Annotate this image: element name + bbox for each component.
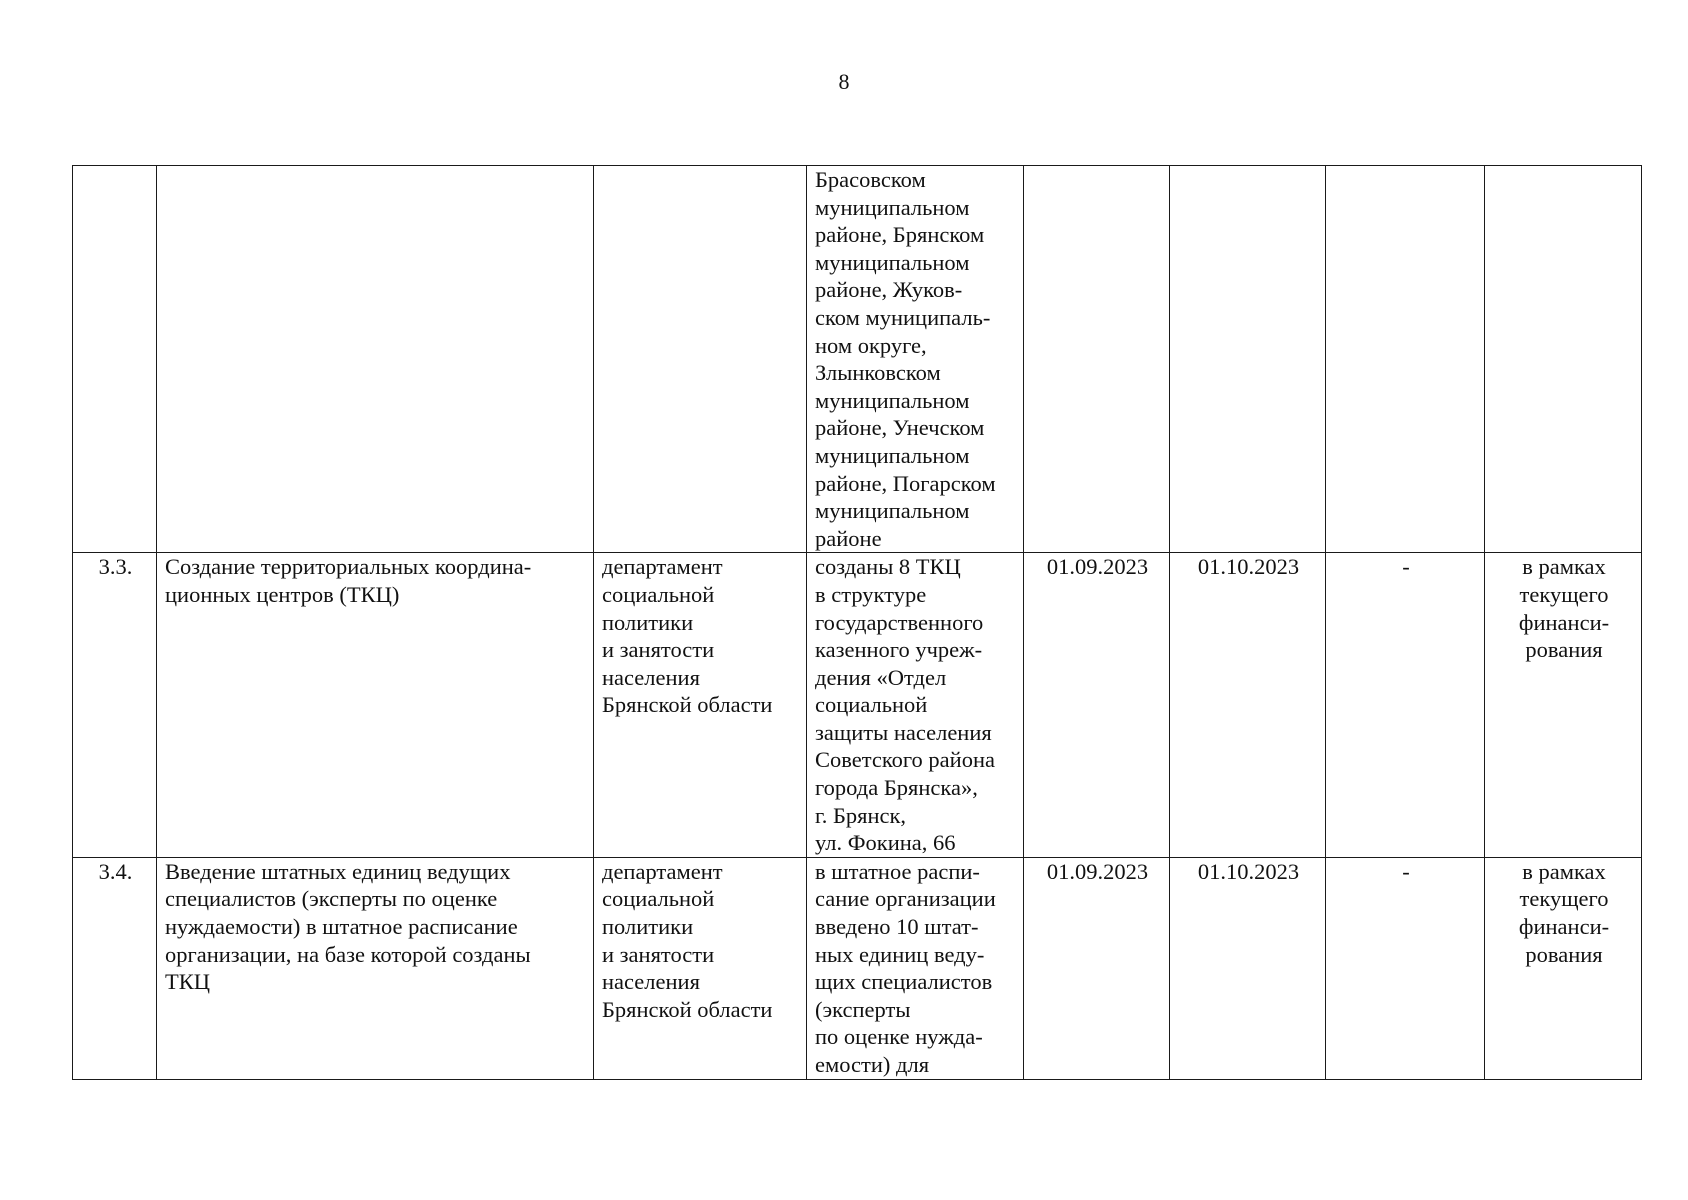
cell-line: дения «Отдел bbox=[815, 664, 947, 690]
measure-name-cell bbox=[157, 857, 594, 1079]
end-date-cell bbox=[1170, 166, 1326, 553]
cell-line: организации, на базе которой созданы bbox=[165, 941, 531, 967]
cell-line: и занятости bbox=[602, 637, 715, 663]
measure-name-cell bbox=[157, 553, 594, 858]
end-date-cell: 01.10.2023 bbox=[1170, 857, 1326, 1079]
cell-line: созданы 8 ТКЦ bbox=[815, 554, 961, 580]
cell-line: (эксперты bbox=[815, 996, 911, 1022]
cell-line: социальной bbox=[602, 581, 715, 607]
cell-line: Брянской области bbox=[602, 692, 773, 718]
cell-line: щих специалистов bbox=[815, 969, 993, 995]
table-row bbox=[73, 857, 1642, 1079]
cell-line: ском муниципаль- bbox=[815, 304, 991, 330]
cell-line: введено 10 штат- bbox=[815, 914, 979, 940]
responsible-cell bbox=[594, 166, 807, 553]
cell-line: ул. Фокина, 66 bbox=[815, 830, 956, 856]
measures-table bbox=[72, 165, 1642, 1080]
cell-line: города Брянска», bbox=[815, 775, 978, 801]
row-number-cell bbox=[73, 166, 157, 553]
responsible-cell bbox=[594, 857, 807, 1079]
cell-line: социальной bbox=[602, 886, 715, 912]
cell-line: в структуре bbox=[815, 581, 927, 607]
cost-cell bbox=[1326, 166, 1485, 553]
cell-line: муниципальном bbox=[815, 249, 970, 275]
responsible-cell bbox=[594, 553, 807, 858]
cell-line: в рамках bbox=[1522, 858, 1606, 884]
cell-line: департамент bbox=[602, 554, 723, 580]
cell-line: г. Брянск, bbox=[815, 802, 907, 828]
cell-line: Злынковском bbox=[815, 360, 941, 386]
cell-line: Введение штатных единиц ведущих bbox=[165, 858, 511, 884]
cell-line: районе, Жуков- bbox=[815, 277, 963, 303]
cell-line: ТКЦ bbox=[165, 969, 210, 995]
cell-line: политики bbox=[602, 914, 694, 940]
cell-line: районе, Брянском bbox=[815, 222, 985, 248]
cell-line: и занятости bbox=[602, 941, 715, 967]
cell-line: в штатное распи- bbox=[815, 858, 980, 884]
financing-cell bbox=[1485, 553, 1642, 858]
cell-line: муниципальном bbox=[815, 442, 970, 468]
start-date-cell: 01.09.2023 bbox=[1024, 857, 1170, 1079]
cell-line: казенного учреж- bbox=[815, 637, 983, 663]
cell-line: текущего bbox=[1519, 581, 1609, 607]
start-date-cell bbox=[1024, 166, 1170, 553]
cell-line: по оценке нужда- bbox=[815, 1024, 983, 1050]
cell-line: Создание территориальных координа- bbox=[165, 554, 532, 580]
start-date-cell: 01.09.2023 bbox=[1024, 553, 1170, 858]
cell-line: емости) для bbox=[815, 1052, 930, 1077]
financing-cell bbox=[1485, 857, 1642, 1079]
cell-line: ных единиц веду- bbox=[815, 941, 985, 967]
financing-cell bbox=[1485, 166, 1642, 553]
cell-line: рования bbox=[1525, 941, 1603, 967]
table-row bbox=[73, 166, 1642, 553]
cell-line: специалистов (эксперты по оценке bbox=[165, 886, 498, 912]
cell-line: районе, Погарском bbox=[815, 470, 996, 496]
cell-line: государственного bbox=[815, 609, 984, 635]
cell-line: текущего bbox=[1519, 886, 1609, 912]
measure-name-cell bbox=[157, 166, 594, 553]
result-cell bbox=[807, 166, 1024, 553]
cell-line: муниципальном bbox=[815, 498, 970, 524]
cell-line: сание организации bbox=[815, 886, 996, 912]
cell-line: районе, Унечском bbox=[815, 415, 985, 441]
cell-line: финанси- bbox=[1518, 609, 1610, 635]
cost-cell: - bbox=[1326, 857, 1485, 1079]
cell-line: департамент bbox=[602, 858, 723, 884]
cell-line: Брянской области bbox=[602, 996, 773, 1022]
cell-line: ном округе, bbox=[815, 332, 927, 358]
cell-line: ционных центров (ТКЦ) bbox=[165, 581, 400, 607]
table-row bbox=[73, 553, 1642, 858]
cell-line: финанси- bbox=[1518, 914, 1610, 940]
cell-line: районе bbox=[815, 525, 882, 551]
cell-line: социальной bbox=[815, 692, 928, 718]
page-number: 8 bbox=[838, 69, 850, 94]
cell-line: муниципальном bbox=[815, 194, 970, 220]
cell-line: в рамках bbox=[1522, 554, 1606, 580]
cell-line: Брасовском bbox=[815, 167, 926, 192]
cell-line: муниципальном bbox=[815, 387, 970, 413]
cell-line: населения bbox=[602, 664, 700, 690]
result-cell bbox=[807, 857, 1024, 1079]
cell-line: защиты населения bbox=[815, 719, 992, 745]
end-date-cell: 01.10.2023 bbox=[1170, 553, 1326, 858]
row-number-cell: 3.3. bbox=[73, 553, 157, 858]
result-cell bbox=[807, 553, 1024, 858]
cell-line: нуждаемости) в штатное расписание bbox=[165, 914, 518, 940]
cell-line: Советского района bbox=[815, 747, 995, 773]
cost-cell: - bbox=[1326, 553, 1485, 858]
cell-line: населения bbox=[602, 969, 700, 995]
cell-line: рования bbox=[1525, 637, 1603, 663]
cell-line: политики bbox=[602, 609, 694, 635]
row-number-cell: 3.4. bbox=[73, 857, 157, 1079]
